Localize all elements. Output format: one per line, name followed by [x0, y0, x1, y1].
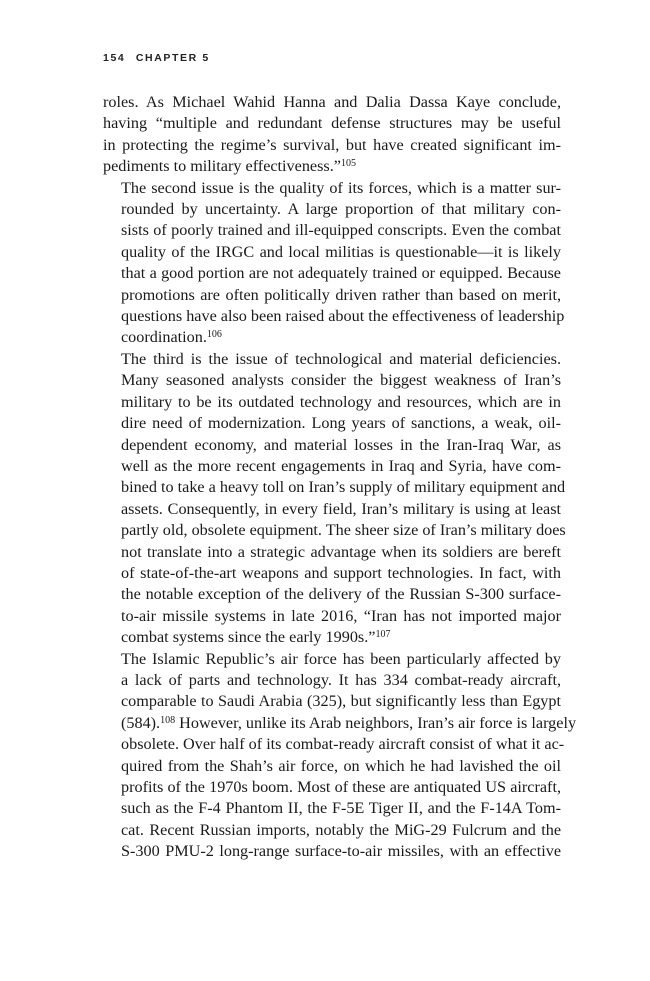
line-text: that a good portion are not adequately trained or equipped. Because: [121, 264, 561, 283]
line-text: roles. As Michael Wahid Hanna and Dalia Dassa Kaye conclude,: [103, 93, 561, 111]
footnote-marker: 105: [340, 158, 356, 170]
line-text: promotions are often politically driven rather than based on merit,: [121, 285, 561, 304]
text-line: [103, 306, 565, 327]
line-text: a lack of parts and technology. It has 334 combat-ready aircraft,: [121, 670, 561, 689]
text-line: [103, 520, 566, 541]
text-line: [103, 649, 561, 670]
text-line: [103, 327, 561, 348]
page-number: 154: [103, 52, 126, 64]
text-line: [103, 499, 561, 520]
text-line: [103, 691, 561, 712]
text-line: [103, 734, 565, 755]
text-line: [103, 413, 561, 434]
text-line: [103, 606, 561, 627]
line-text: The Islamic Republic’s air force has been particularly affected by: [121, 649, 561, 668]
line-text: Many seasoned analysts consider the biggest weakness of Iran’s: [121, 371, 561, 390]
line-text: (584).: [121, 713, 161, 732]
paragraph: [103, 349, 566, 649]
text-line: [103, 242, 561, 263]
line-text: comparable to Saudi Arabia (325), but significantly less than Egypt: [121, 692, 561, 711]
line-text: dire need of modernization. Long years of sanctions, a weak, oil-: [121, 414, 561, 433]
line-text: quality of the IRGC and local militias is questionable—it is likely: [121, 242, 561, 261]
text-line: [103, 841, 561, 862]
text-line: [103, 135, 561, 156]
line-text: sists of poorly trained and ill-equipped conscripts. Even the combat: [121, 221, 561, 240]
footnote-marker: 107: [375, 629, 391, 641]
footnote-marker: 106: [206, 329, 222, 341]
text-line: [103, 713, 577, 734]
text-line: [103, 756, 561, 777]
running-head: [103, 52, 210, 64]
text-line: [103, 435, 561, 456]
line-text: combat systems since the early 1990s.”: [121, 628, 376, 647]
line-text: having “multiple and redundant defense structures may be useful: [103, 114, 561, 133]
line-text: rounded by uncertainty. A large proportion of that military con-: [121, 200, 561, 219]
text-line: [103, 220, 561, 241]
line-text: coordination.: [121, 328, 207, 347]
paragraph: [103, 178, 565, 349]
paragraph: [103, 649, 577, 863]
text-line: [103, 798, 561, 819]
text-line: [103, 542, 561, 563]
line-text: cat. Recent Russian imports, notably the MiG-29 Fulcrum and the: [121, 820, 561, 839]
text-line: [103, 349, 561, 370]
line-text: the notable exception of the delivery of the Russian S-300 surface-: [121, 585, 561, 604]
text-line: [103, 670, 561, 691]
text-line: [103, 563, 561, 584]
line-text: profits of the 1970s boom. Most of these are antiquated US aircraft,: [121, 778, 561, 796]
line-text: pediments to military effectiveness.”: [103, 157, 341, 176]
line-text: assets. Consequently, in every field, Iran’s military is using at least: [121, 499, 561, 518]
chapter-label: CHAPTER 5: [135, 52, 210, 64]
text-line: [103, 370, 561, 391]
text-line: [103, 285, 561, 306]
line-text: quired from the Shah’s air force, on which he had lavished the oil: [121, 756, 561, 775]
line-text: bined to take a heavy toll on Iran’s supply of military equipment and: [121, 478, 566, 497]
line-text: such as the F-4 Phantom II, the F-5E Tiger II, and the F-14A Tom-: [121, 799, 561, 818]
text-line: [103, 92, 561, 113]
line-text: well as the more recent engagements in Iraq and Syria, have com-: [121, 456, 561, 475]
line-text: military to be its outdated technology and resources, which are in: [121, 392, 561, 411]
text-line: [103, 156, 561, 177]
line-text: in protecting the regime’s survival, but have created significant im-: [103, 135, 561, 154]
line-text: obsolete. Over half of its combat-ready aircraft consist of what it ac-: [121, 735, 565, 754]
text-line: [103, 178, 561, 199]
line-text: The third is the issue of technological and material deficiencies.: [121, 349, 561, 368]
text-line: [103, 113, 561, 134]
text-line: [103, 477, 566, 498]
line-text: questions have also been raised about the effectiveness of leadership: [121, 307, 565, 326]
line-text: S-300 PMU-2 long-range surface-to-air missiles, with an effective: [121, 842, 561, 861]
line-text: of state-of-the-art weapons and support technologies. In fact, with: [121, 563, 561, 582]
text-line: [103, 627, 561, 648]
footnote-marker: 108: [160, 714, 176, 726]
line-text: to-air missile systems in late 2016, “Iran has not imported major: [121, 606, 561, 625]
line-text: dependent economy, and material losses in the Iran-Iraq War, as: [121, 435, 561, 454]
text-line: [103, 584, 561, 605]
line-text: not translate into a strategic advantage when its soldiers are bereft: [121, 542, 561, 561]
text-line: [103, 263, 561, 284]
line-text: The second issue is the quality of its forces, which is a matter sur-: [121, 178, 561, 197]
text-line: [103, 820, 561, 841]
body-text: [103, 92, 577, 863]
text-line: [103, 199, 561, 220]
line-text: partly old, obsolete equipment. The sheer size of Iran’s military does: [121, 521, 566, 540]
text-line: [103, 392, 561, 413]
paragraph: [103, 92, 561, 178]
text-line: [103, 456, 561, 477]
text-line: [103, 777, 561, 798]
line-text-continued: However, unlike its Arab neighbors, Iran’s air force is largely: [175, 713, 577, 732]
